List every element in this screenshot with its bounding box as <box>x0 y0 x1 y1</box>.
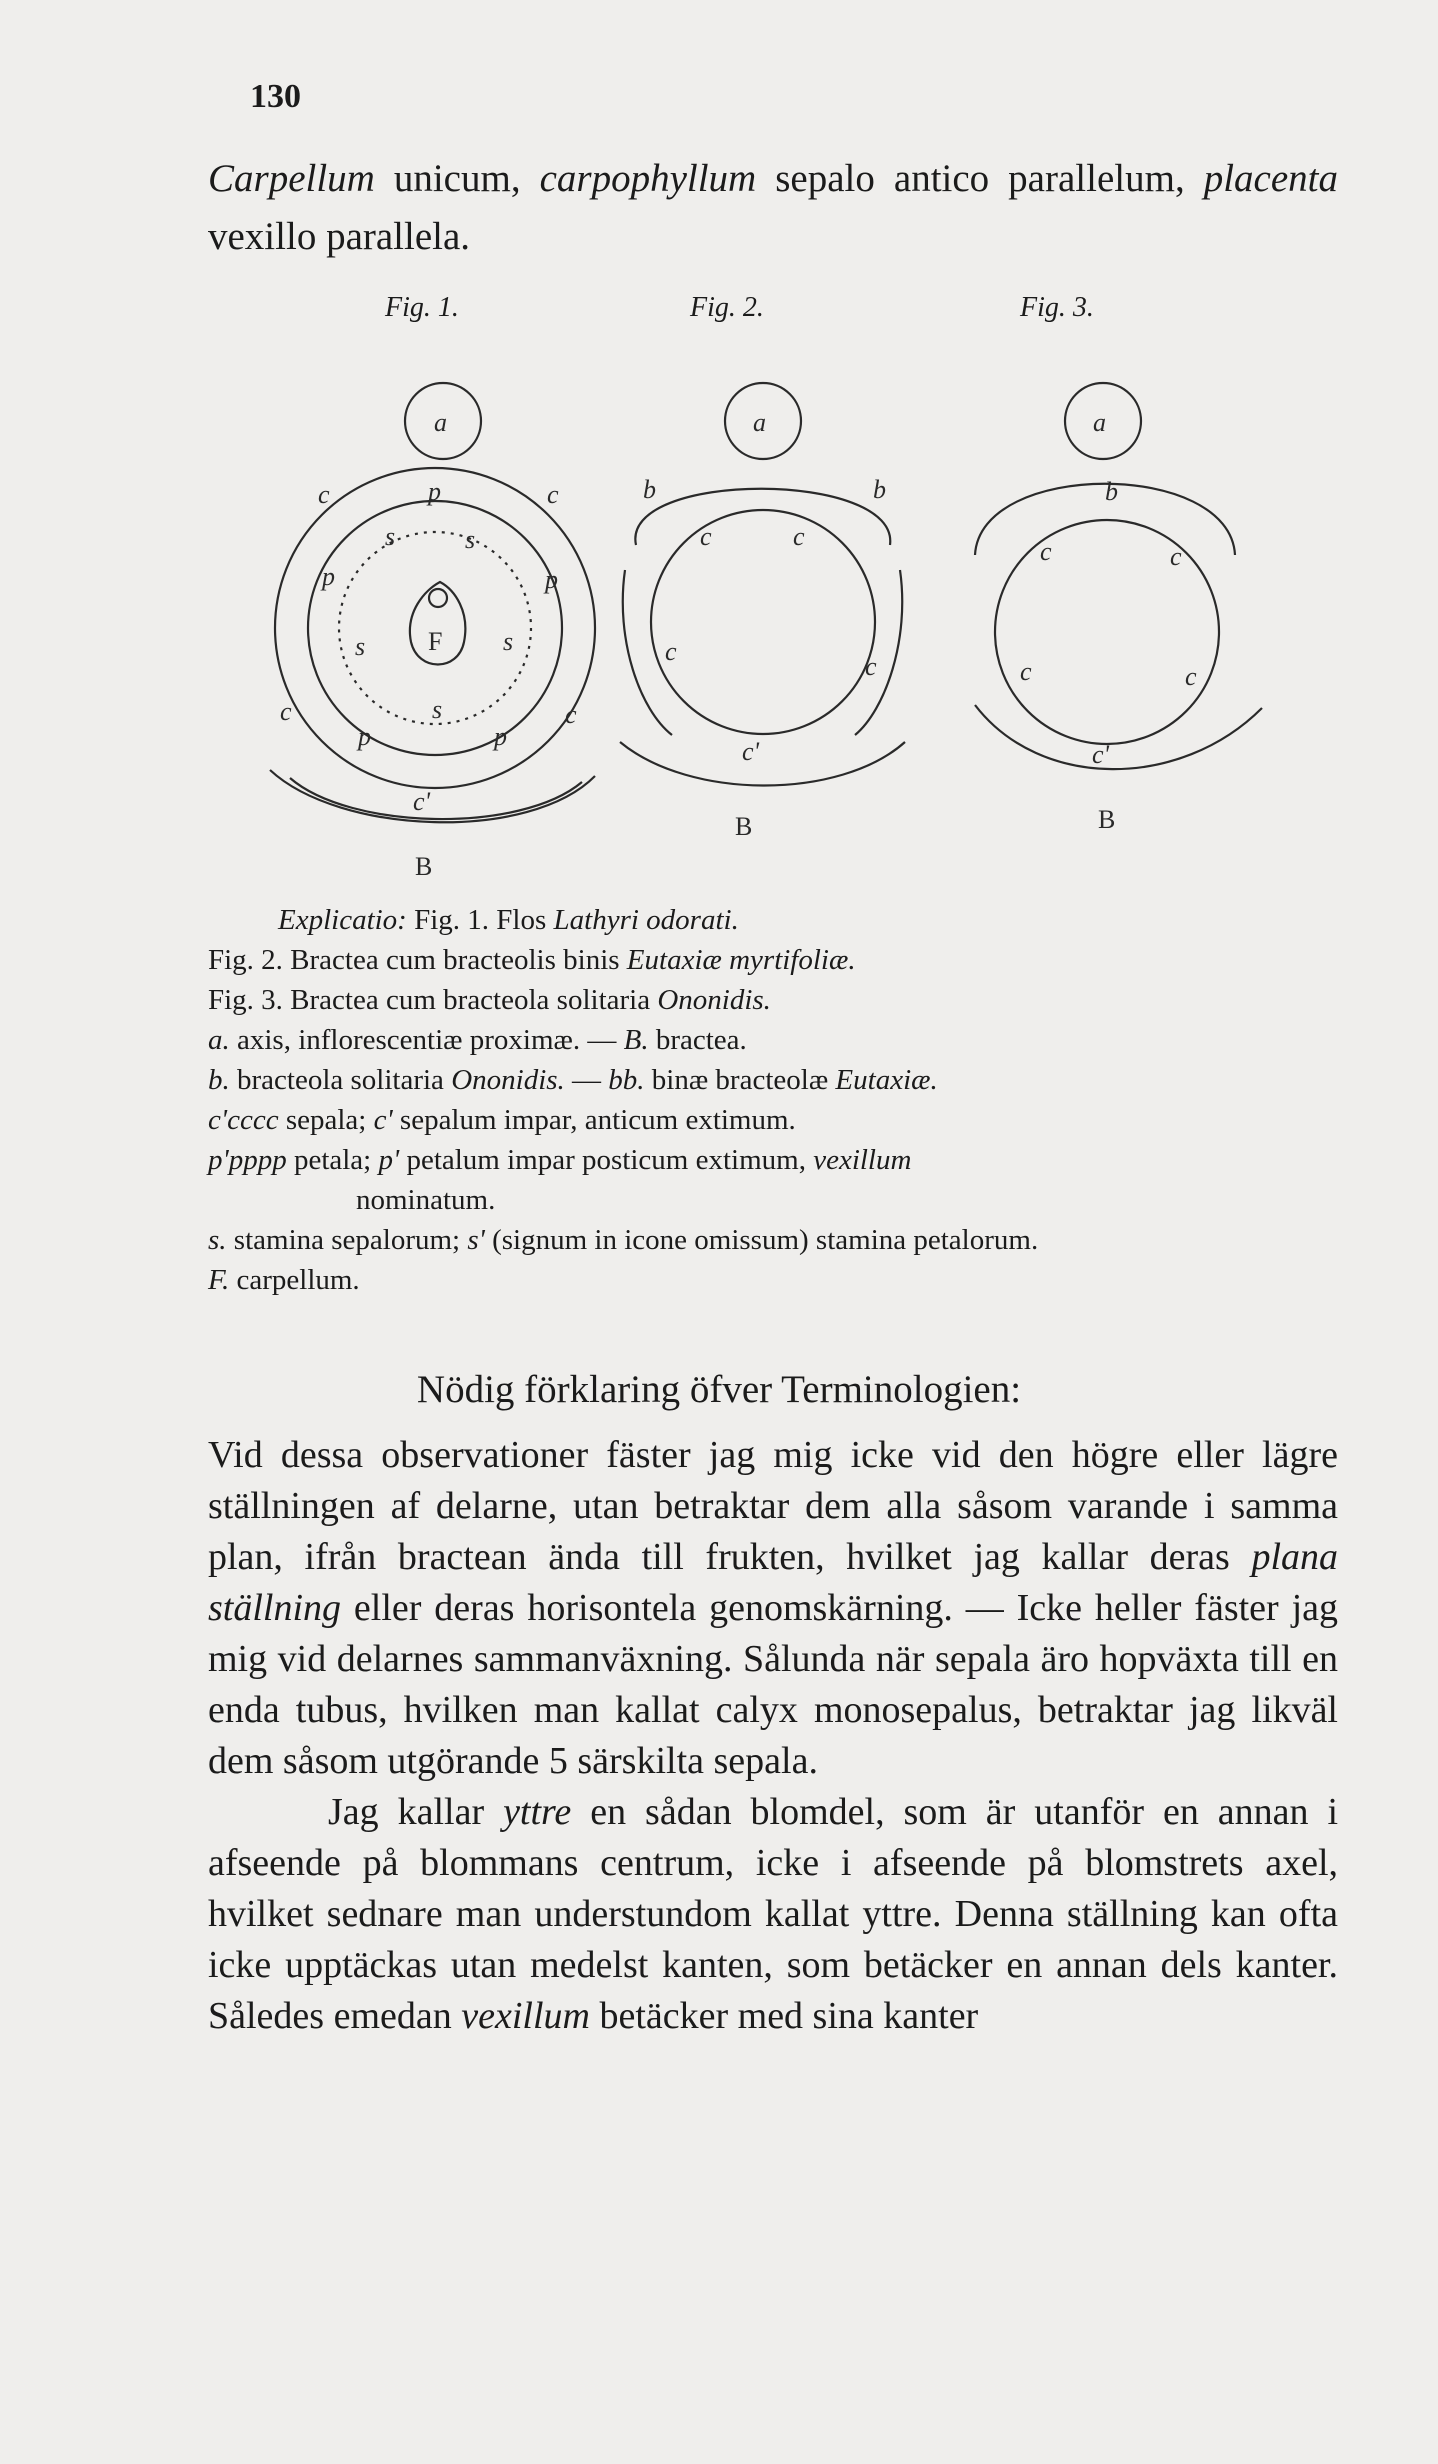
body-text <box>208 1430 1338 2042</box>
fig1-label-B: B <box>415 852 433 881</box>
fig2-label-b-right: b <box>873 475 886 504</box>
fig1-diagram <box>270 383 595 881</box>
legend-text: sepala; <box>278 1104 374 1136</box>
legend-key: bb. <box>608 1064 645 1096</box>
legend-text: (signum in icone omissum) stamina petalorum. <box>484 1224 1039 1256</box>
fig3-caption: Fig. 3. <box>1020 292 1094 323</box>
fig1-label-p-top: p <box>428 477 441 506</box>
fig1-label-c1: c' <box>413 787 431 816</box>
body-term: vexillum <box>461 1995 590 2037</box>
intro-term-carpophyllum: carpophyllum <box>539 157 757 200</box>
legend-text: petalum impar posticum extimum, <box>399 1144 814 1176</box>
intro-term-carpellum: Carpellum <box>208 157 375 200</box>
legend-key: p' <box>378 1144 400 1176</box>
legend-key: F. <box>208 1264 230 1296</box>
fig2-label-c-4: c <box>865 652 877 681</box>
body-text-run: eller deras horisontela genomskärning. — Icke heller fäster jag mig vid delarnes sammanväxning. Sålunda när sepala äro hopväxta till en enda tubus, hvilken man kallat calyx monosepalus, betraktar jag likväl dem såsom utgörande 5 särskilta sepala. <box>208 1587 1338 1782</box>
legend-species: Eutaxiæ. <box>835 1064 938 1096</box>
legend-key: s. <box>208 1224 227 1256</box>
legend-species: Eutaxiæ myrtifoliæ. <box>626 944 856 976</box>
legend-text: bracteola solitaria <box>229 1064 452 1096</box>
fig1-label-s-1: s <box>385 522 396 551</box>
page-number: 130 <box>250 78 301 115</box>
legend-key: a. <box>208 1024 230 1056</box>
legend-species: Ononidis. <box>451 1064 565 1096</box>
fig3-label-c1: c' <box>1092 740 1110 769</box>
body-text-run: Jag kallar <box>328 1791 504 1833</box>
fig1-label-s-3: s <box>355 632 366 661</box>
fig3-label-b: b <box>1105 477 1118 506</box>
explicatio-legend <box>208 900 1338 1300</box>
intro-text-3: vexillo parallela. <box>208 215 471 258</box>
legend-text: — <box>564 1064 609 1096</box>
fig2-label-c-1: c <box>700 522 712 551</box>
fig1-bract-arc-inner <box>290 778 582 819</box>
legend-key: s' <box>467 1224 485 1256</box>
legend-key: c' <box>373 1104 393 1136</box>
legend-text: carpellum. <box>229 1264 360 1296</box>
fig1-label-p-lower-left: p <box>358 722 371 751</box>
fig3-label-a: a <box>1093 408 1106 437</box>
fig1-carpel-dot <box>429 589 447 607</box>
legend-text: bractea. <box>648 1024 747 1056</box>
legend-row-c <box>208 1100 1338 1140</box>
legend-key: b. <box>208 1064 230 1096</box>
legend-text: Fig. 2. Bractea cum bracteolis binis <box>208 944 627 976</box>
fig1-label-a: a <box>434 408 447 437</box>
fig1-label-p-right: p <box>545 565 558 594</box>
intro-text-1: unicum, <box>374 157 540 200</box>
legend-text: sepalum impar, anticum extimum. <box>392 1104 796 1136</box>
fig1-label-s-4: s <box>503 627 514 656</box>
body-term: yttre <box>503 1791 572 1833</box>
floral-diagrams <box>0 0 1438 900</box>
legend-row-fig2 <box>208 940 1338 980</box>
fig3-label-c-4: c <box>1185 662 1197 691</box>
body-paragraph-1 <box>208 1430 1338 1787</box>
legend-row-fig1 <box>208 900 1338 940</box>
fig2-label-B: B <box>735 812 753 841</box>
fig2-bract-arc <box>620 742 905 786</box>
fig3-label-B: B <box>1098 805 1116 834</box>
fig1-label-s-5: s <box>432 695 443 724</box>
fig2-label-c-2: c <box>793 522 805 551</box>
fig3-label-c-2: c <box>1170 542 1182 571</box>
fig1-label-c-right-low: c <box>565 700 577 729</box>
intro-text-2: sepalo antico parallelum, <box>756 157 1204 200</box>
fig2-label-c-3: c <box>665 637 677 666</box>
fig1-label-F: F <box>428 627 443 656</box>
fig3-label-c-1: c <box>1040 537 1052 566</box>
fig3-calyx-circle <box>995 520 1219 744</box>
fig2-diagram <box>620 383 905 841</box>
fig2-label-c1: c' <box>742 737 760 766</box>
legend-row-b <box>208 1060 1338 1100</box>
body-text-run: Vid dessa observationer fäster jag mig icke vid den högre eller lägre ställningen af delarne, utan betraktar dem alla såsom varande i samma plan, ifrån bractean ända till frukten, hvilket jag kallar deras <box>208 1434 1338 1578</box>
legend-species: Lathyri odorati. <box>553 904 739 936</box>
fig2-bracteole-right <box>855 570 902 735</box>
intro-term-placenta: placenta <box>1203 157 1338 200</box>
legend-row-p <box>208 1140 1338 1180</box>
legend-text: Fig. 1. Flos <box>406 904 554 936</box>
legend-row-p-cont <box>208 1180 1338 1220</box>
legend-label-explicatio: Explicatio: <box>278 904 407 936</box>
legend-text: stamina sepalorum; <box>226 1224 468 1256</box>
fig1-caption: Fig. 1. <box>385 292 459 323</box>
legend-species: Ononidis. <box>657 984 771 1016</box>
body-paragraph-2 <box>208 1787 1338 2042</box>
fig2-label-b-left: b <box>643 475 656 504</box>
body-text-run: betäcker med sina kanter <box>589 1995 979 2037</box>
legend-text: axis, inflorescentiæ proximæ. — <box>229 1024 624 1056</box>
body-term: plana ställning <box>208 1536 1338 1629</box>
fig2-calyx-circle <box>651 510 875 734</box>
legend-key: c'cccc <box>208 1104 279 1136</box>
legend-text: Fig. 3. Bractea cum bracteola solitaria <box>208 984 658 1016</box>
fig1-label-p-left: p <box>322 562 335 591</box>
fig3-diagram <box>975 383 1262 834</box>
legend-text: nominatum. <box>356 1184 496 1216</box>
fig2-bracteole-top <box>635 489 890 545</box>
fig3-label-c-3: c <box>1020 657 1032 686</box>
legend-text: binæ bracteolæ <box>644 1064 836 1096</box>
legend-key: p'pppp <box>208 1144 287 1176</box>
fig1-label-c-right: c <box>547 480 559 509</box>
legend-row-fig3 <box>208 980 1338 1020</box>
legend-text: petala; <box>286 1144 379 1176</box>
legend-key: B. <box>623 1024 649 1056</box>
body-text-run: en sådan blomdel, som är utanför en annan i afseende på blommans centrum, icke i afseende på blomstrets axel, hvilket sednare man understundom kallat yttre. Denna ställning kan ofta icke upptäckas utan medelst kanten, som betäcker en annan dels kanter. Således emedan <box>208 1791 1339 2037</box>
legend-row-a <box>208 1020 1338 1060</box>
fig1-label-c-left-low: c <box>280 697 292 726</box>
fig2-label-a: a <box>753 408 766 437</box>
fig3-bract-arc <box>975 705 1262 769</box>
fig1-label-c: c <box>318 480 330 509</box>
fig1-label-s-2: s <box>465 525 476 554</box>
legend-row-F <box>208 1260 1338 1300</box>
fig1-label-p-lower-right: p <box>494 722 507 751</box>
section-heading: Nödig förklaring öfver Terminologien: <box>416 1368 1022 1411</box>
legend-row-s <box>208 1220 1338 1260</box>
legend-term: vexillum <box>813 1144 912 1176</box>
fig2-caption: Fig. 2. <box>690 292 764 323</box>
